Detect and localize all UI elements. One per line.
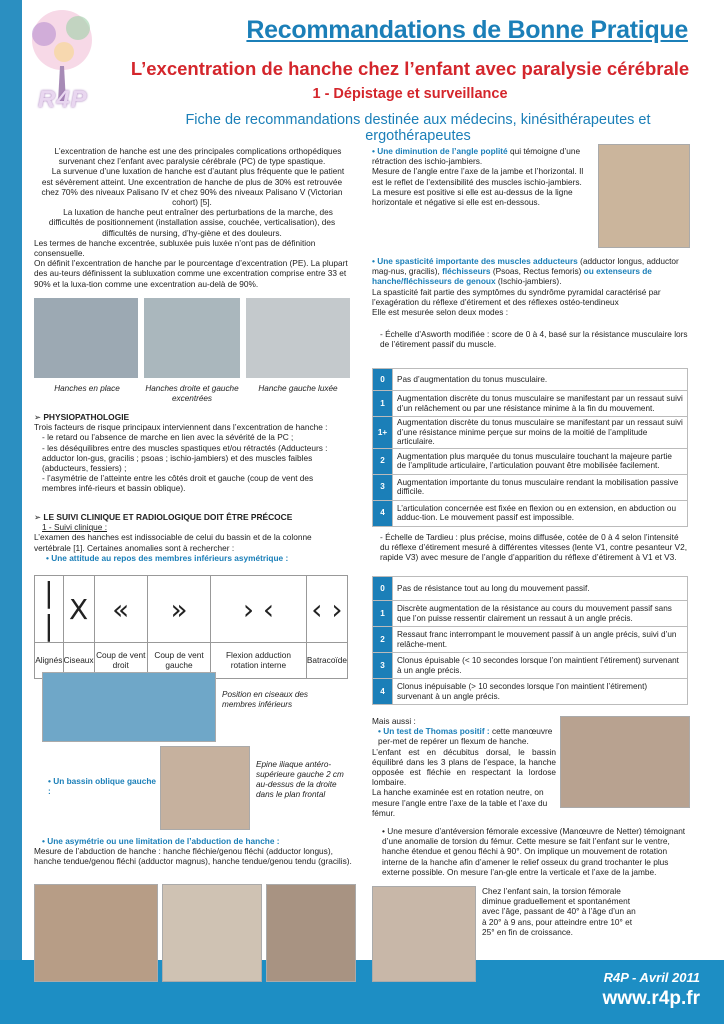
- glyph-frog: ‹ ›: [306, 576, 347, 643]
- footer-url[interactable]: www.r4p.fr: [602, 988, 700, 1009]
- target-audience: Fiche de recommandations destinée aux médecins, kinésithérapeutes et ergothérapeutes: [185, 112, 651, 144]
- netter-section: • Une mesure d’antéversion fémorale excessive (Manœuvre de Netter) témoignant d’une anomalie de torsion du fémur. Cette mesure se fait l’enfant sur le ventre, hanche étendue et genou fléchi à 90°. On implique un mouvement de rotation interne de la hanche afin d’amener le relief osseux du grand trochanter le plus externe possible. On mesure l’an-gle entre la verticale et l’axe de la jambe.: [382, 826, 686, 877]
- pelvis-photo: [160, 746, 250, 830]
- subtitle: L’excentration de hanche chez l’enfant avec paralysie cérébrale: [130, 58, 690, 79]
- physio-section: ➢ PHYSIOPATHOLOGIE Trois facteurs de risque principaux interviennent dans l’excentration de hanche : - le retard ou l’absence de marche en lien avec la sévérité de la PC ; - les déséquilibres entre des muscles spastiques et/ou rétractés (Adducteurs : adductor lon-gus, gracilis ; psoas ; ischio-jambiers) et des muscles faibles (abducteurs, fessiers) ; - l’asymétrie de l’atteinte entre les côtés droit et gauche (coup de vent des membres infé-rieurs et bassin oblique).: [34, 412, 328, 494]
- tardieu-table: 0 Pas de résistance tout au long du mouvement passif. 1 Discrète augmentation de la résistance au cours du mouvement passif sans que l’on puisse ressentir clairement un ressaut à un angle précis. 2 Ressaut franc interrompant le mouvement passif à un angle précis, suivi d’un relâche-ment. 3 Clonus épuisable (< 10 secondes lorsque l’on maintient l’étirement) survenant à un angle précis. 4 Clonus inépuisable (> 10 secondes lorsque l’on maintient l’étirement) survenant à un angle précis.: [372, 576, 688, 705]
- logo-text: R4P: [38, 86, 88, 113]
- thomas-photo: [560, 716, 690, 808]
- footer-date: R4P - Avril 2011: [603, 970, 700, 985]
- xray-image: [246, 298, 350, 378]
- glyph-scissors: X: [63, 576, 94, 643]
- glyph-flexion: › ‹: [211, 576, 307, 643]
- spasticity-section: • Une spasticité importante des muscles adducteurs (adductor longus, adductor mag-nus, gracilis), fléchisseurs (Psoas, Rectus femoris) ou extenseurs de hanche/fléchisseurs de genoux (Ischio-jambiers). La spasticité fait partie des symptômes du syndrôme pyramidal caractérisé par l’exagération du réflexe d’étirement et des réflexes ostéo-tendineux Elle est mesurée selon deux modes : - Échelle d’Asworth modifiée : score de 0 à 4, basé sur la résistance musculaire lors de l’étirement passif du muscle.: [372, 256, 688, 350]
- thomas-section: Mais aussi : • Un test de Thomas positif : cette manœuvre per-met de repérer un flexum de hanche. L’enfant est en décubitus dorsal, le bassin équilibré dans les 3 plans de l’espace, la hanche opposée est fléchie en respectant la lordose lombaire. La hanche examinée est en rotation neutre, on mesure l’angle entre l’axe de la table et l’axe du fémur.: [372, 716, 556, 818]
- glyph-windswept-left: »: [147, 576, 210, 643]
- pelvis-label: • Un bassin oblique gauche :: [48, 776, 157, 797]
- netter-text: Chez l’enfant sain, la torsion fémorale diminue graduellement et spontanément avec l’âge, passant de 40° à l’âge d’un an à 20° à 9 ans, pour atteindre entre 10° et 25° en fin de croissance.: [482, 886, 636, 937]
- page-title: Recommandations de Bonne Pratique: [246, 16, 688, 44]
- popliteal-section: • Une diminution de l’angle poplité qui témoigne d’une rétraction des ischio-jambiers. Mesure de l’angle entre l’axe de la jambe et l’horizontal. Il est le reflet de l’extensibilité des muscles ischio-jambiers. La mesure est positive si elle est au-dessus de la ligne horizontale et négative si elle est en-dessous.: [372, 146, 584, 208]
- abduction-photo: [34, 884, 158, 982]
- section-title: 1 - Dépistage et surveillance: [312, 86, 508, 102]
- scissors-photo: [42, 672, 216, 742]
- abduction-photo: [266, 884, 356, 982]
- suivi-section: ➢ LE SUIVI CLINIQUE ET RADIOLOGIQUE DOIT ÊTRE PRÉCOCE 1 - Suivi clinique : L’examen des hanches est indissociable de celui du bassin et de la colonne vertébrale [1]. Certaines anomalies sont à rechercher : • Une attitude au repos des membres inférieurs asymétrique :: [34, 512, 312, 563]
- ashworth-table: 0 Pas d’augmentation du tonus musculaire. 1 Augmentation discrète du tonus musculaire se manifestant par un ressaut suivi d’un relâchement ou par une résistance minime à la fin du mouvement. 1+ Augmentation discrète du tonus musculaire se manifestant par un ressaut suivi d’une résistance minime perçue sur moins de la moitié de l’amplitude articulaire. 2 Augmentation plus marquée du tonus musculaire touchant la majeure partie de l’amplitude articulaire, l’articulation pouvant être mobilisée facilement. 3 Augmentation importante du tonus musculaire rendant la mobilisation passive difficile. 4 L’articulation concernée est fixée en flexion ou en extension, en abduction ou adduc-tion. Le mouvement passif est impossible.: [372, 368, 688, 527]
- xray-caption: Hanche gauche luxée: [258, 384, 338, 393]
- xray-caption: Hanches en place: [54, 384, 120, 393]
- tardieu-text: - Échelle de Tardieu : plus précise, moins diffusée, cotée de 0 à 4 selon l’intensité du réflexe d’étirement mesuré à différentes vitesses (lente V1, contre pesanteur V2, rapide V3) avec mesure de l’angle d’apparition du réflexe d’étirement à V1 et V3.: [380, 532, 687, 563]
- xray-caption: Hanches droite et gauche excentrées: [145, 384, 239, 403]
- pelvis-caption: Epine iliaque antéro-supérieure gauche 2 cm au-dessus de la droite dans le plan frontal: [256, 760, 344, 799]
- netter-photo: [372, 886, 476, 982]
- abduction-section: • Une asymétrie ou une limitation de l’abduction de hanche : Mesure de l’abduction de hanche : hanche fléchie/genou fléchi (adductor longus), hanche tendue/genou fléchi (adductor magnus), hanche tendue/genou tendu (gracilis).: [34, 836, 352, 867]
- xray-image: [144, 298, 240, 378]
- lower-limb-attitudes-table: | | X « » › ‹ ‹ › Alignés Ciseaux Coup de vent droit Coup de vent gauche Flexion adduction rotation interne Batracoïde: [34, 575, 348, 679]
- glyph-windswept-right: «: [94, 576, 147, 643]
- glyph-aligned: | |: [35, 576, 64, 643]
- popliteal-photo: [598, 144, 690, 248]
- abduction-photo: [162, 884, 262, 982]
- scissors-caption: Position en ciseaux des membres inférieurs: [222, 690, 309, 709]
- xray-image: [34, 298, 138, 378]
- intro-text: L’excentration de hanche est une des principales complications orthopédiques survenant chez l’enfant avec paralysie cérébrale (PC) de type spastique. La survenue d’une luxation de hanche est d’autant plus fréquente que le patient est sévèrement atteint. Une excentration de hanche de plus de 30% est retrouvée chez 70% des niveaux Palisano IV et chez 90% des niveaux Palisano V (Victorian cohort) [5]. La luxation de hanche peut entraîner des perturbations de la marche, des difficultés de positionnement (installation assise, couchée, verticalisation), des difficultés de nursing, d’hy-giène et des douleurs. Les termes de hanche excentrée, subluxée puis luxée n’ont pas de définition consensuelle. On définit l’excentration de hanche par le pourcentage d’excentration (PE). La plupart des au-teurs définissent la subluxation comme une excentration comprise entre 33 et 90% et la luxa-tion comme une excentration au-delà de 90%.: [34, 146, 348, 289]
